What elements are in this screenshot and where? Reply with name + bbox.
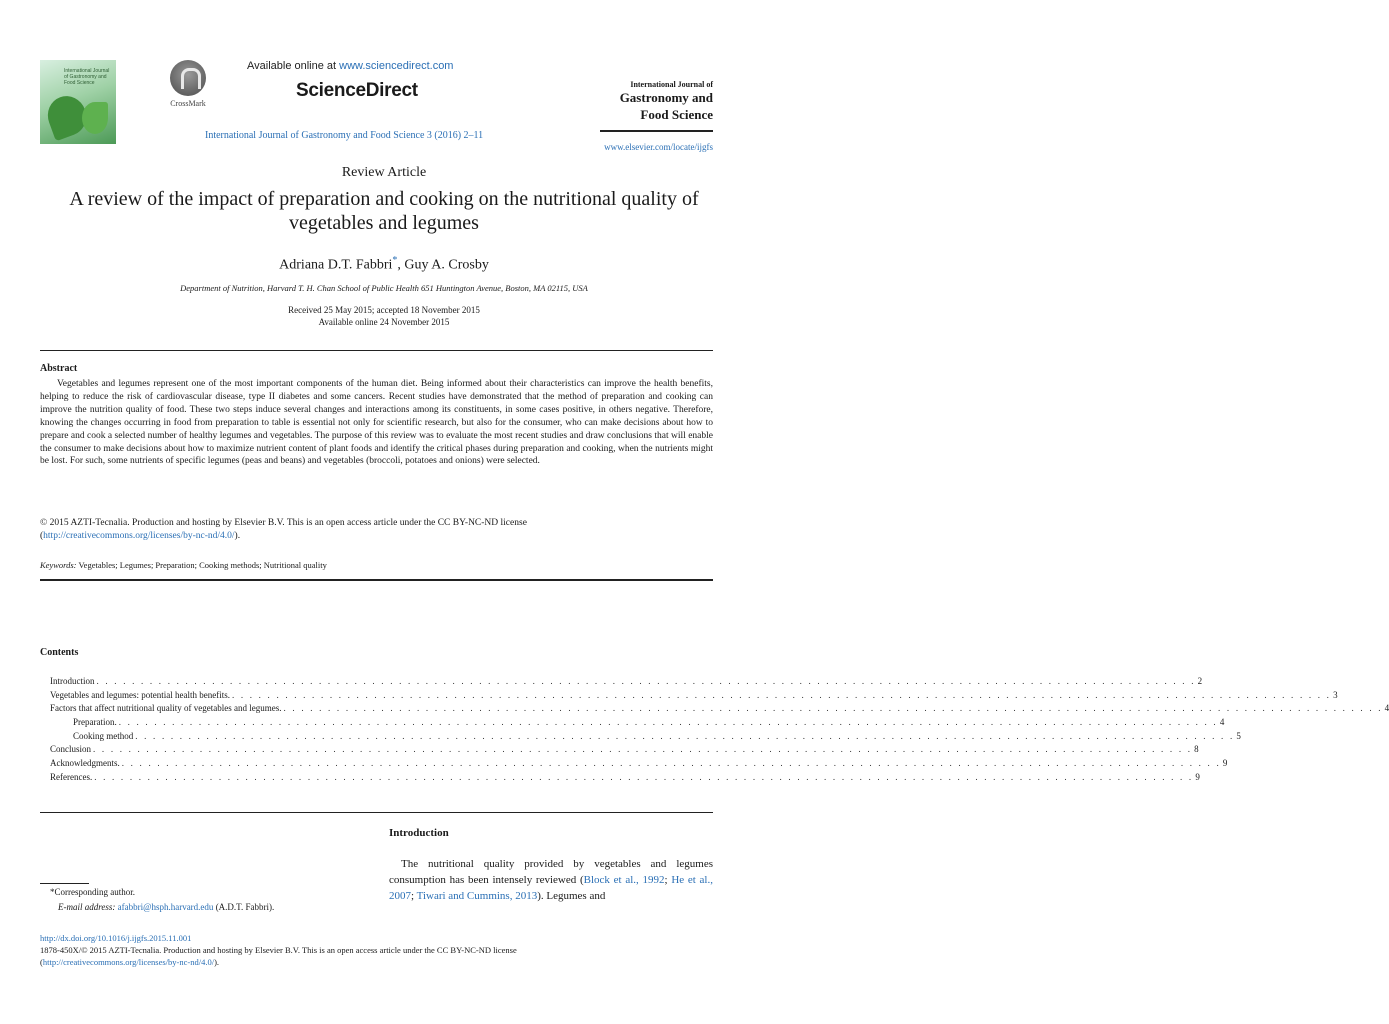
- toc-label: Introduction: [50, 676, 95, 686]
- abstract-text: Vegetables and legumes represent one of the most important components of the human diet. Being informed about their characteristics can improve the health benefits, helping to reduce the risk of cardiovascular disease, type II diabetes and some cancers. Recent studies have demonstrated that the method of preparation and cooking can improve the nutrition quality of food. These two steps induce several changes and interactions among its constituents, in some cases positive, in others negative. Therefore, knowing the changes occurring in food from preparation to table is essential not only for scientific research, but also for the consumer, who can make decisions about how to prepare and cook a selected number of healthy legumes and vegetables. The purpose of this review was to evaluate the most recent studies and draw conclusions that will enable the consumer to make decisions about how to maximize nutrient content of plant foods and identify the critical phases during preparation and cooking, when the nutrients might be lost. For such, some nutrients of specific legumes (peas and beans) and vegetables (broccoli, potatoes and onions) were selected.: [40, 379, 713, 467]
- received-date: Received 25 May 2015; accepted 18 November 2015: [288, 305, 480, 315]
- keywords-label: Keywords:: [40, 560, 77, 570]
- toc-label: Cooking method: [73, 730, 134, 741]
- sciencedirect-link[interactable]: www.sciencedirect.com: [339, 60, 454, 72]
- toc-label: Vegetables and legumes: potential health benefits.: [50, 689, 230, 700]
- paren: (: [40, 530, 44, 541]
- leaf-shape: [82, 102, 108, 134]
- toc-label: Conclusion: [50, 744, 92, 755]
- journal-name-line: International Journal of: [630, 80, 713, 89]
- crossmark-icon: [170, 60, 206, 96]
- toc-item-preparation[interactable]: [50, 717, 1225, 731]
- intro-text-part: ;: [411, 890, 417, 902]
- email-note: [58, 902, 274, 912]
- intro-text-part: ;: [664, 874, 672, 886]
- toc-page: 2: [1197, 676, 1203, 686]
- crossmark-label: CrossMark: [170, 99, 206, 108]
- divider: [40, 579, 713, 581]
- toc-item-references[interactable]: [50, 771, 1200, 786]
- reference-link[interactable]: Tiwari and Cummins, 2013: [416, 890, 538, 902]
- table-of-contents: [50, 676, 1389, 786]
- keywords-list: Vegetables; Legumes; Preparation; Cooking methods; Nutritional quality: [76, 560, 327, 570]
- affiliation: Department of Nutrition, Harvard T. H. Chan School of Public Health 651 Huntington Avenue, Boston, MA 02115, USA: [180, 283, 588, 293]
- toc-dots: . . . . . . . . . . . . . . . . . . . . . . . . . . . . . . . . . . . . . . . . . . . . . . . . . . . . . . . . . . . . . . . . . . . . . . . . . . . . . . . . . . . . . . . . . . . . . . . . . . . . . . . . . . . . . . . . . . . . . . . . . . . .: [93, 744, 1193, 755]
- toc-dots: . . . . . . . . . . . . . . . . . . . . . . . . . . . . . . . . . . . . . . . . . . . . . . . . . . . . . . . . . . . . . . . . . . . . . . . . . . . . . . . . . . . . . . . . . . . . . . . . . . . . . . . . . . . . . . . . . . . . . . . . . . . .: [96, 676, 1196, 686]
- license-text: © 2015 AZTI-Tecnalia. Production and hosting by Elsevier B.V. This is an open access article under the CC BY-NC-ND license: [40, 518, 527, 528]
- email-label: E-mail address:: [58, 902, 116, 912]
- issn-line: 1878-450X/© 2015 AZTI-Tecnalia. Production and hosting by Elsevier B.V. This is an open access article under the CC BY-NC-ND license: [40, 945, 517, 955]
- corresponding-author-note: *Corresponding author.: [50, 887, 135, 897]
- journal-rule: [600, 130, 713, 132]
- journal-citation[interactable]: International Journal of Gastronomy and Food Science 3 (2016) 2–11: [205, 130, 484, 141]
- toc-item-introduction[interactable]: [50, 676, 1203, 690]
- keywords: [40, 560, 713, 570]
- reference-link[interactable]: Block et al., 1992: [583, 874, 665, 886]
- paren: ).: [214, 957, 220, 967]
- contents-heading: Contents: [40, 647, 79, 658]
- article-title: A review of the impact of preparation and cooking on the nutritional quality of vegetables and legumes: [69, 188, 699, 234]
- available-online: [247, 60, 453, 72]
- divider: [40, 350, 713, 351]
- journal-name-block: [600, 80, 713, 123]
- intro-text-part: The nutritional quality provided by vegetables and legumes consumption has been intensely reviewed (: [389, 858, 713, 886]
- toc-dots: . . . . . . . . . . . . . . . . . . . . . . . . . . . . . . . . . . . . . . . . . . . . . . . . . . . . . . . . . . . . . . . . . . . . . . . . . . . . . . . . . . . . . . . . . . . . . . . . . . . . . . . . . . . . . . . . . . . . . . . . . . . .: [283, 703, 1383, 714]
- journal-url-link[interactable]: www.elsevier.com/locate/ijgfs: [604, 142, 713, 152]
- abstract-license: [40, 517, 713, 543]
- reference-link[interactable]: He et al., 2007: [389, 874, 713, 902]
- doi-link[interactable]: http://dx.doi.org/10.1016/j.ijgfs.2015.11.001: [40, 933, 192, 943]
- abstract-heading: Abstract: [40, 363, 78, 374]
- toc-dots: . . . . . . . . . . . . . . . . . . . . . . . . . . . . . . . . . . . . . . . . . . . . . . . . . . . . . . . . . . . . . . . . . . . . . . . . . . . . . . . . . . . . . . . . . . . . . . . . . . . . . . . . . . . . . . . . . . . . . . . . . . . .: [121, 758, 1221, 769]
- footer-license-link[interactable]: http://creativecommons.org/licenses/by-nc-nd/4.0/: [42, 957, 215, 967]
- email-link[interactable]: afabbri@hsph.harvard.edu: [117, 902, 214, 912]
- toc-item-acknowledgments[interactable]: [50, 758, 1228, 772]
- toc-item-health-benefits[interactable]: [50, 689, 1338, 704]
- toc-page: 8: [1194, 744, 1199, 755]
- author-line: [0, 255, 768, 274]
- license-link[interactable]: http://creativecommons.org/licenses/by-nc-nd/4.0/: [43, 530, 235, 541]
- introduction-text: [389, 856, 713, 904]
- paren: (: [40, 957, 43, 967]
- author-name: Adriana D.T. Fabbri: [279, 257, 393, 273]
- journal-name-line: Gastronomy and: [619, 90, 713, 105]
- divider: [40, 812, 713, 813]
- toc-dots: . . . . . . . . . . . . . . . . . . . . . . . . . . . . . . . . . . . . . . . . . . . . . . . . . . . . . . . . . . . . . . . . . . . . . . . . . . . . . . . . . . . . . . . . . . . . . . . . . . . . . . . . . . . . . . . . . . . . . . . . . . . .: [135, 730, 1235, 741]
- toc-page: 5: [1236, 730, 1241, 741]
- toc-label: Acknowledgments.: [50, 758, 120, 769]
- footnote-rule: [40, 883, 89, 884]
- sciencedirect-logo: ScienceDirect: [296, 80, 418, 101]
- toc-page: 4: [1219, 717, 1225, 728]
- toc-dots: . . . . . . . . . . . . . . . . . . . . . . . . . . . . . . . . . . . . . . . . . . . . . . . . . . . . . . . . . . . . . . . . . . . . . . . . . . . . . . . . . . . . . . . . . . . . . . . . . . . . . . . . . . . . . . . . . . . . . . . . . . . .: [118, 717, 1218, 728]
- toc-page: 3: [1333, 689, 1338, 700]
- page-footer: [40, 932, 713, 968]
- article-type: Review Article: [341, 165, 427, 180]
- toc-dots: . . . . . . . . . . . . . . . . . . . . . . . . . . . . . . . . . . . . . . . . . . . . . . . . . . . . . . . . . . . . . . . . . . . . . . . . . . . . . . . . . . . . . . . . . . . . . . . . . . . . . . . . . . . . . . . . . . . . . . . . . . . .: [231, 689, 1332, 700]
- toc-page: 4: [1384, 703, 1389, 714]
- cover-title: International Journal of Gastronomy and Food Science: [64, 68, 110, 86]
- introduction-heading: Introduction: [389, 827, 449, 839]
- available-prefix: Available online at: [247, 60, 340, 72]
- toc-page: 9: [1222, 758, 1228, 769]
- article-dates: [0, 304, 768, 328]
- toc-dots: . . . . . . . . . . . . . . . . . . . . . . . . . . . . . . . . . . . . . . . . . . . . . . . . . . . . . . . . . . . . . . . . . . . . . . . . . . . . . . . . . . . . . . . . . . . . . . . . . . . . . . . . . . . . . . . . . . . . . . . . . . . .: [94, 771, 1194, 782]
- author-name: , Guy A. Crosby: [397, 257, 489, 273]
- journal-name-line: Food Science: [640, 107, 713, 122]
- toc-label: Preparation.: [73, 717, 117, 728]
- journal-cover-image: [40, 60, 116, 144]
- corresponding-author-link[interactable]: *: [392, 255, 398, 266]
- toc-page: 9: [1195, 771, 1200, 782]
- toc-item-conclusion[interactable]: [50, 744, 1199, 758]
- intro-text-part: ). Legumes and: [537, 890, 606, 902]
- toc-item-factors[interactable]: [50, 703, 1389, 717]
- toc-item-cooking-method[interactable]: [50, 730, 1241, 745]
- crossmark-badge[interactable]: [162, 60, 214, 108]
- toc-label: Factors that affect nutritional quality of vegetables and legumes.: [50, 703, 282, 714]
- online-date: Available online 24 November 2015: [318, 317, 450, 327]
- toc-label: References.: [50, 771, 93, 782]
- paren: ).: [234, 530, 241, 541]
- email-suffix: (A.D.T. Fabbri).: [213, 902, 275, 912]
